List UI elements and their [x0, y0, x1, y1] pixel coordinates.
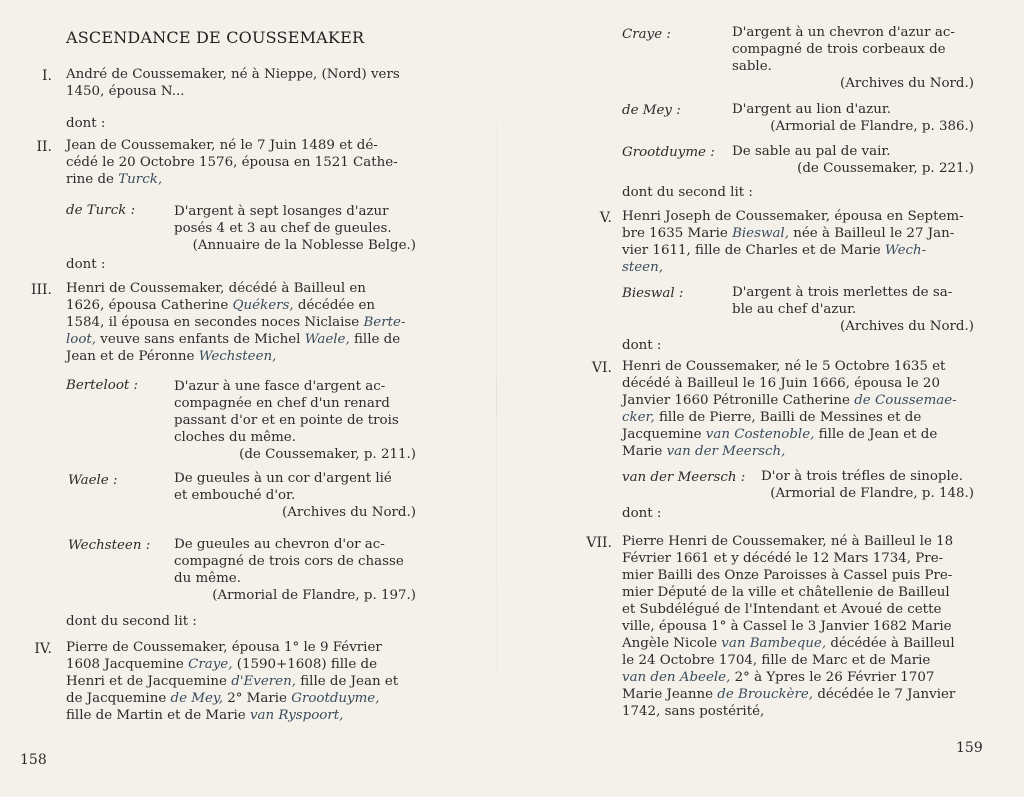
text-span: Henri et de Jacquemine: [66, 674, 232, 689]
text-line: mier Député de la ville et châtellenie de Bailleul: [622, 585, 950, 600]
generation-text: [622, 208, 982, 276]
generation-number: VII.: [586, 535, 612, 551]
text-line: [66, 171, 426, 188]
text-line: De sable au pal de vair.: [732, 144, 891, 159]
text-line: posés 4 et 3 au chef de gueules.: [174, 221, 392, 236]
surname: Waele,: [304, 332, 350, 347]
text-span: décédée le 7 Janvier: [813, 687, 956, 702]
arms-description: [174, 378, 416, 463]
text-span: rine de: [66, 172, 119, 187]
right-page: [512, 0, 1024, 797]
generation-text: [622, 358, 982, 460]
arms-description: [732, 284, 974, 335]
surname: van den Abeele,: [622, 670, 731, 685]
text-line: Pierre de Coussemaker, épousa 1° le 9 Février: [66, 640, 382, 655]
surname: van Bambeque,: [721, 636, 827, 651]
text-line: D'argent à un chevron d'azur ac-: [732, 25, 955, 40]
dont-label: dont :: [66, 257, 106, 272]
text-line: De gueules au chevron d'or ac-: [174, 537, 385, 552]
text-line: compagné de trois cors de chasse: [174, 554, 404, 569]
text-line: D'azur à une fasce d'argent ac-: [174, 379, 386, 394]
text-line: et embouché d'or.: [174, 488, 296, 503]
text-line: compagné de trois corbeaux de: [732, 42, 946, 57]
arms-label: de Turck :: [66, 203, 136, 218]
citation: (Armorial de Flandre, p. 386.): [770, 119, 974, 134]
citation: (Armorial de Flandre, p. 197.): [212, 588, 416, 603]
arms-label: Waele :: [68, 473, 118, 488]
generation-text: André de Coussemaker, né à Nieppe, (Nord) vers 1450, épousa N...: [66, 67, 400, 99]
text-line: mier Bailli des Onze Paroisses à Cassel puis Pre-: [622, 568, 953, 583]
text-line: [622, 686, 982, 703]
text-line: D'argent au lion d'azur.: [732, 102, 892, 117]
text-line: De gueules à un cor d'argent lié: [174, 471, 392, 486]
text-span: bre 1635 Marie: [622, 226, 733, 241]
arms-label: de Mey :: [622, 103, 681, 118]
surname: Craye,: [188, 657, 233, 672]
text-line: [66, 314, 426, 331]
surname: van Ryspoort,: [249, 708, 344, 723]
text-span: veuve sans enfants de Michel: [96, 332, 305, 347]
text-line: [66, 690, 426, 707]
citation: (Archives du Nord.): [839, 319, 974, 334]
text-line: 1742, sans postérité,: [622, 704, 765, 719]
surname: de Coussemae-: [854, 393, 957, 408]
arms-description: [174, 536, 416, 604]
text-line: [66, 331, 426, 348]
text-span: fille de: [349, 332, 401, 347]
surname: Quékers,: [232, 298, 294, 313]
text-span: Jean et de Péronne: [66, 349, 199, 364]
surname: loot,: [66, 332, 97, 347]
citation: (Annuaire de la Noblesse Belge.): [192, 238, 416, 253]
arms-label: Wechsteen :: [68, 538, 151, 553]
generation-number: IV.: [34, 641, 52, 657]
text-span: fille de Pierre, Bailli de Messines et de: [654, 410, 922, 425]
citation: (de Coussemaker, p. 211.): [239, 447, 416, 462]
citation: (de Coussemaker, p. 221.): [797, 161, 974, 176]
text-line: D'or à trois tréfles de sinople.: [761, 469, 963, 484]
text-span: fille de Jean et: [295, 674, 399, 689]
surname: Bieswal,: [732, 226, 789, 241]
generation-text: [66, 639, 426, 724]
text-span: vier 1611, fille de Charles et de Marie: [622, 243, 885, 258]
text-span: Janvier 1660 Pétronille Catherine: [622, 393, 855, 408]
text-line: [622, 225, 982, 242]
text-line: [66, 673, 426, 690]
text-line: [622, 242, 982, 259]
text-span: Marie: [622, 444, 667, 459]
generation-number: V.: [599, 210, 612, 226]
text-line: Pierre Henri de Coussemaker, né à Bailleul le 18: [622, 534, 954, 549]
citation: (Archives du Nord.): [839, 76, 974, 91]
surname: Grootduyme,: [291, 691, 380, 706]
text-span: 2° Marie: [222, 691, 292, 706]
arms-description: [761, 468, 974, 502]
text-span: fille de Jean et de: [814, 427, 938, 442]
dont-label: dont :: [622, 338, 662, 353]
surname: Berte-: [363, 315, 406, 330]
arms-label: van der Meersch :: [622, 470, 746, 485]
arms-description: [174, 470, 416, 521]
text-span: 1608 Jacquemine: [66, 657, 189, 672]
page-title: ASCENDANCE DE COUSSEMAKER: [66, 28, 365, 47]
text-line: Février 1661 et y décédé le 12 Mars 1734, Pre-: [622, 551, 944, 566]
surname: van Costenoble,: [705, 427, 815, 442]
page-number: 158: [20, 752, 47, 768]
text-line: Jean de Coussemaker, né le 7 Juin 1489 et dé-: [66, 138, 378, 153]
generation-text: [66, 280, 426, 365]
arms-label: Berteloot :: [66, 378, 139, 393]
text-span: (1590+1608) fille de: [232, 657, 377, 672]
text-span: 1626, épousa Catherine: [66, 298, 233, 313]
text-line: passant d'or et en pointe de trois: [174, 413, 399, 428]
surname: de Mey,: [170, 691, 223, 706]
dont-label: dont du second lit :: [66, 614, 197, 629]
text-line: et Subdélégué de l'Intendant et Avoué de cette: [622, 602, 942, 617]
text-span: de Jacquemine: [66, 691, 171, 706]
text-line: du même.: [174, 571, 241, 586]
text-line: [622, 409, 982, 426]
surname: Wech-: [884, 243, 927, 258]
text-line: sable.: [732, 59, 772, 74]
surname: de Brouckère,: [717, 687, 814, 702]
text-span: Marie Jeanne: [622, 687, 718, 702]
generation-number: II.: [36, 139, 52, 155]
text-line: décédé à Bailleul le 16 Juin 1666, épousa le 20: [622, 376, 940, 391]
dont-label: dont :: [66, 116, 106, 131]
text-line: Henri Joseph de Coussemaker, épousa en Septem-: [622, 209, 964, 224]
text-line: [66, 707, 426, 724]
surname: van der Meersch,: [666, 444, 786, 459]
text-line: [66, 656, 426, 673]
surname: steen,: [622, 260, 663, 275]
surname: Wechsteen,: [198, 349, 277, 364]
text-line: D'argent à trois merlettes de sa-: [732, 285, 953, 300]
text-line: Henri de Coussemaker, décédé à Bailleul en: [66, 281, 366, 296]
dont-label: dont du second lit :: [622, 185, 753, 200]
text-line: cloches du même.: [174, 430, 296, 445]
text-line: Henri de Coussemaker, né le 5 Octobre 1635 et: [622, 359, 946, 374]
generation-text: [622, 533, 982, 720]
text-line: cédé le 20 Octobre 1576, épousa en 1521 Cathe-: [66, 155, 398, 170]
arms-label: Craye :: [622, 27, 671, 42]
text-span: Angèle Nicole: [622, 636, 722, 651]
text-line: [66, 297, 426, 314]
text-line: D'argent à sept losanges d'azur: [174, 204, 389, 219]
arms-description: [732, 24, 974, 92]
text-span: décédée à Bailleul: [826, 636, 955, 651]
text-line: [622, 635, 982, 652]
text-line: ville, épousa 1° à Cassel le 3 Janvier 1682 Marie: [622, 619, 952, 634]
surname: cker,: [622, 410, 655, 425]
surname: Turck,: [118, 172, 163, 187]
text-line: [622, 259, 982, 276]
text-span: décédée en: [293, 298, 376, 313]
generation-number: III.: [30, 282, 52, 298]
generation-number: VI.: [591, 360, 612, 376]
arms-label: Bieswal :: [622, 286, 684, 301]
text-line: [622, 426, 982, 443]
text-line: le 24 Octobre 1704, fille de Marc et de Marie: [622, 653, 931, 668]
dont-label: dont :: [622, 506, 662, 521]
text-span: née à Bailleul le 27 Jan-: [788, 226, 955, 241]
text-span: 1584, il épousa en secondes noces Niclaise: [66, 315, 364, 330]
arms-description: [174, 203, 416, 254]
text-span: 2° à Ypres le 26 Février 1707: [730, 670, 935, 685]
text-line: [622, 443, 982, 460]
generation-text: [66, 137, 426, 188]
text-line: [622, 392, 982, 409]
arms-description: [732, 143, 974, 177]
generation-number: I.: [42, 68, 52, 84]
text-span: fille de Martin et de Marie: [66, 708, 250, 723]
text-line: compagnée en chef d'un renard: [174, 396, 390, 411]
citation: (Armorial de Flandre, p. 148.): [770, 486, 974, 501]
text-span: Jacquemine: [622, 427, 706, 442]
text-line: [66, 348, 426, 365]
arms-label: Grootduyme :: [622, 145, 715, 160]
page-number: 159: [956, 740, 983, 756]
citation: (Archives du Nord.): [281, 505, 416, 520]
arms-description: [732, 101, 974, 135]
surname: d'Everen,: [231, 674, 296, 689]
text-line: ble au chef d'azur.: [732, 302, 857, 317]
text-line: [622, 669, 982, 686]
